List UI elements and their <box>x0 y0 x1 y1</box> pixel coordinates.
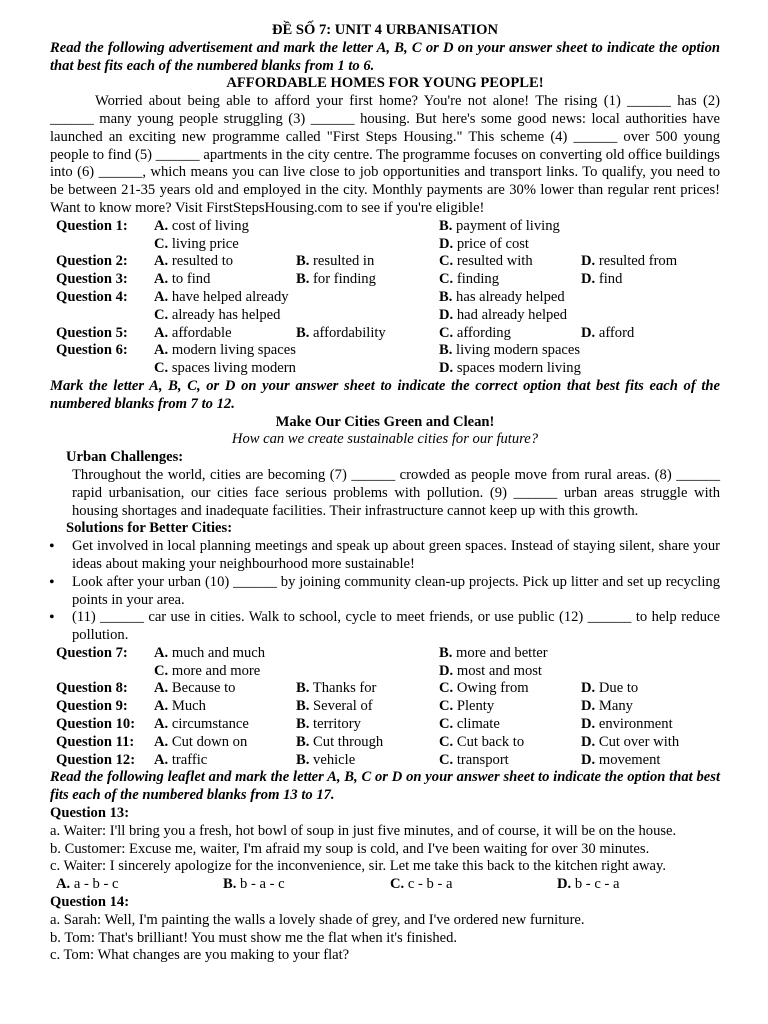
option-b[interactable]: B. territory <box>296 716 361 733</box>
option-c[interactable]: C. transport <box>439 751 509 768</box>
option-c[interactable]: C. climate <box>439 716 500 733</box>
dialogue-line: c. Waiter: I sincerely apologize for the inconvenience, sir. Let me take this back to the kitchen right away. <box>50 858 666 875</box>
section3-instruction: Read the following leaflet and mark the letter A, B, C or D on your answer sheet to indicate the option that best fits each of the numbered blanks from 13 to 17. <box>50 769 720 804</box>
section1-questions <box>50 218 720 378</box>
option-b[interactable]: B. resulted in <box>296 253 375 270</box>
option-a[interactable]: A. a - b - c <box>56 876 119 893</box>
option-a[interactable]: A. Because to <box>154 680 236 697</box>
option-d[interactable]: D. b - c - a <box>557 876 620 893</box>
question-6: Question 6: A. modern living spaces B. living modern spaces <box>56 342 581 359</box>
option-b[interactable]: B. Several of <box>296 698 373 715</box>
option-d[interactable]: D. spaces modern living <box>439 360 581 377</box>
option-c[interactable]: C. c - b - a <box>390 876 453 893</box>
option-a[interactable]: A. to find <box>154 271 211 288</box>
question-6-cont <box>50 360 720 378</box>
option-b[interactable]: B. Thanks for <box>296 680 377 697</box>
option-a[interactable]: A. have helped already <box>154 288 289 305</box>
question-2: Question 2: A. resulted to B. resulted in C. resulted with D. resulted from <box>56 253 678 270</box>
option-b[interactable]: B. b - a - c <box>223 876 285 893</box>
option-c[interactable]: C. Plenty <box>439 698 495 715</box>
option-c[interactable]: C. Cut back to <box>439 733 525 750</box>
option-d[interactable]: D. find <box>581 271 623 288</box>
question-1: Question 1: A. cost of living B. payment of living <box>56 217 560 234</box>
option-b[interactable]: B. affordability <box>296 324 386 341</box>
option-d[interactable]: D. afford <box>581 324 635 341</box>
question-10: Question 10: A. circumstance B. territory C. climate D. environment <box>56 716 673 733</box>
challenges-title: Urban Challenges: <box>66 449 184 466</box>
question-13-label: Question 13: <box>50 805 130 822</box>
dialogue-line: a. Waiter: I'll bring you a fresh, hot bowl of soup in just five minutes, and of course, it will be on the house. <box>50 822 677 839</box>
option-b[interactable]: B. more and better <box>439 644 548 661</box>
section1-instruction: Read the following advertisement and mark the letter A, B, C or D on your answer sheet to indicate the option that best fits each of the numbered blanks from 1 to 6. <box>50 39 720 74</box>
option-c[interactable]: C. resulted with <box>439 253 533 270</box>
list-item: • Look after your urban (10) ______ by joining community clean-up projects. Pick up litter and set up recycling points in your area. <box>50 574 720 610</box>
question-13-options <box>50 876 720 894</box>
solutions-list <box>50 538 720 645</box>
option-d[interactable]: D. had already helped <box>439 306 568 323</box>
page-title: ĐỀ SỐ 7: UNIT 4 URBANISATION <box>271 22 499 38</box>
worksheet-page <box>50 22 720 965</box>
dialogue-line: b. Tom: That's brilliant! You must show me the flat when it's finished. <box>50 929 458 946</box>
option-c[interactable]: C. Owing from <box>439 680 529 697</box>
option-d[interactable]: D. movement <box>581 751 661 768</box>
option-a[interactable]: A. Much <box>154 698 206 715</box>
option-a[interactable]: A. much and much <box>154 644 266 661</box>
option-b[interactable]: B. has already helped <box>439 288 565 305</box>
option-a[interactable]: A. modern living spaces <box>154 342 296 359</box>
question-14-label: Question 14: <box>50 894 130 911</box>
option-c[interactable]: C. affording <box>439 324 511 341</box>
option-d[interactable]: D. price of cost <box>439 235 529 252</box>
question-11: Question 11: A. Cut down on B. Cut through C. Cut back to D. Cut over with <box>56 733 680 750</box>
question-4: Question 4: A. have helped already B. has already helped <box>56 288 565 305</box>
option-b[interactable]: B. payment of living <box>439 217 560 234</box>
option-d[interactable]: D. resulted from <box>581 253 678 270</box>
option-c[interactable]: C. more and more <box>154 662 261 679</box>
option-a[interactable]: A. cost of living <box>154 217 249 234</box>
dialogue-line: c. Tom: What changes are you making to your flat? <box>50 947 350 964</box>
option-a[interactable]: A. resulted to <box>154 253 234 270</box>
option-c[interactable]: C. already has helped <box>154 306 281 323</box>
question-5: Question 5: A. affordable B. affordability C. affording D. afford <box>56 324 635 341</box>
section2-heading: Make Our Cities Green and Clean! <box>275 413 495 430</box>
option-a[interactable]: A. traffic <box>154 751 208 768</box>
question-1-cont <box>50 236 720 254</box>
option-a[interactable]: A. Cut down on <box>154 733 248 750</box>
challenges-text: Throughout the world, cities are becoming (7) ______ crowded as people move from rural areas. (8) ______ rapid urbanisation, our cities face serious problems with pollution. (9) ______ urban areas struggle with housing shortages and inadequate facilities. Their infrastructure cannot keep up with this growth. <box>72 466 720 519</box>
option-b[interactable]: B. for finding <box>296 271 376 288</box>
section2-subheading: How can we create sustainable cities for our future? <box>231 431 539 448</box>
option-c[interactable]: C. spaces living modern <box>154 360 296 377</box>
option-c[interactable]: C. finding <box>439 271 500 288</box>
option-d[interactable]: D. Cut over with <box>581 733 680 750</box>
section2-questions <box>50 645 720 770</box>
question-3: Question 3: A. to find B. for finding C. finding D. find <box>56 271 623 288</box>
section1-passage: Worried about being able to afford your first home? You're not alone! The rising (1) ______ has (2) ______ many young people struggling (3) ______ housing. But here's some good news: local authorities have launched an exciting new programme called "First Steps Housing." This scheme (4) ______ over 500 young people to find (5) ______ apartments in the city centre. The programme focuses on converting old office buildings into (6) ______, which means you can live close to job opportunities and transport links. To qualify, you need to be between 21-35 years old and employed in the city. Monthly payments are 30% lower than regular rent prices! Want to know more? Visit FirstStepsHousing.com to see if you're eligible! <box>50 93 720 216</box>
dialogue-line: b. Customer: Excuse me, waiter, I'm afraid my soup is cold, and I've been waiting for over 30 minutes. <box>50 840 650 857</box>
option-a[interactable]: A. circumstance <box>154 716 249 733</box>
question-7-cont <box>50 663 720 681</box>
list-item: • (11) ______ car use in cities. Walk to school, cycle to meet friends, or use public (12) ______ to help reduce pollution. <box>50 609 720 645</box>
option-d[interactable]: D. most and most <box>439 662 542 679</box>
question-12: Question 12: A. traffic B. vehicle C. transport D. movement <box>56 751 661 768</box>
option-a[interactable]: A. affordable <box>154 324 232 341</box>
option-d[interactable]: D. Many <box>581 698 633 715</box>
question-4-cont <box>50 307 720 325</box>
dialogue-line: a. Sarah: Well, I'm painting the walls a lovely shade of grey, and I've ordered new furniture. <box>50 911 585 928</box>
section2-instruction: Mark the letter A, B, C, or D on your answer sheet to indicate the correct option that best fits each of the numbered blanks from 7 to 12. <box>50 377 720 412</box>
question-9: Question 9: A. Much B. Several of C. Plenty D. Many <box>56 698 633 715</box>
section1-heading: AFFORDABLE HOMES FOR YOUNG PEOPLE! <box>226 75 544 92</box>
list-item: • Get involved in local planning meetings and speak up about green spaces. Instead of staying silent, share your ideas about making your neighbourhood more sustainable! <box>50 538 720 574</box>
option-d[interactable]: D. Due to <box>581 680 639 697</box>
option-b[interactable]: B. vehicle <box>296 751 356 768</box>
option-b[interactable]: B. living modern spaces <box>439 342 581 359</box>
question-8: Question 8: A. Because to B. Thanks for C. Owing from D. Due to <box>56 680 639 697</box>
solutions-title: Solutions for Better Cities: <box>66 520 233 537</box>
option-b[interactable]: B. Cut through <box>296 733 384 750</box>
option-c[interactable]: C. living price <box>154 235 239 252</box>
option-d[interactable]: D. environment <box>581 716 673 733</box>
question-7: Question 7: A. much and much B. more and better <box>56 644 548 661</box>
